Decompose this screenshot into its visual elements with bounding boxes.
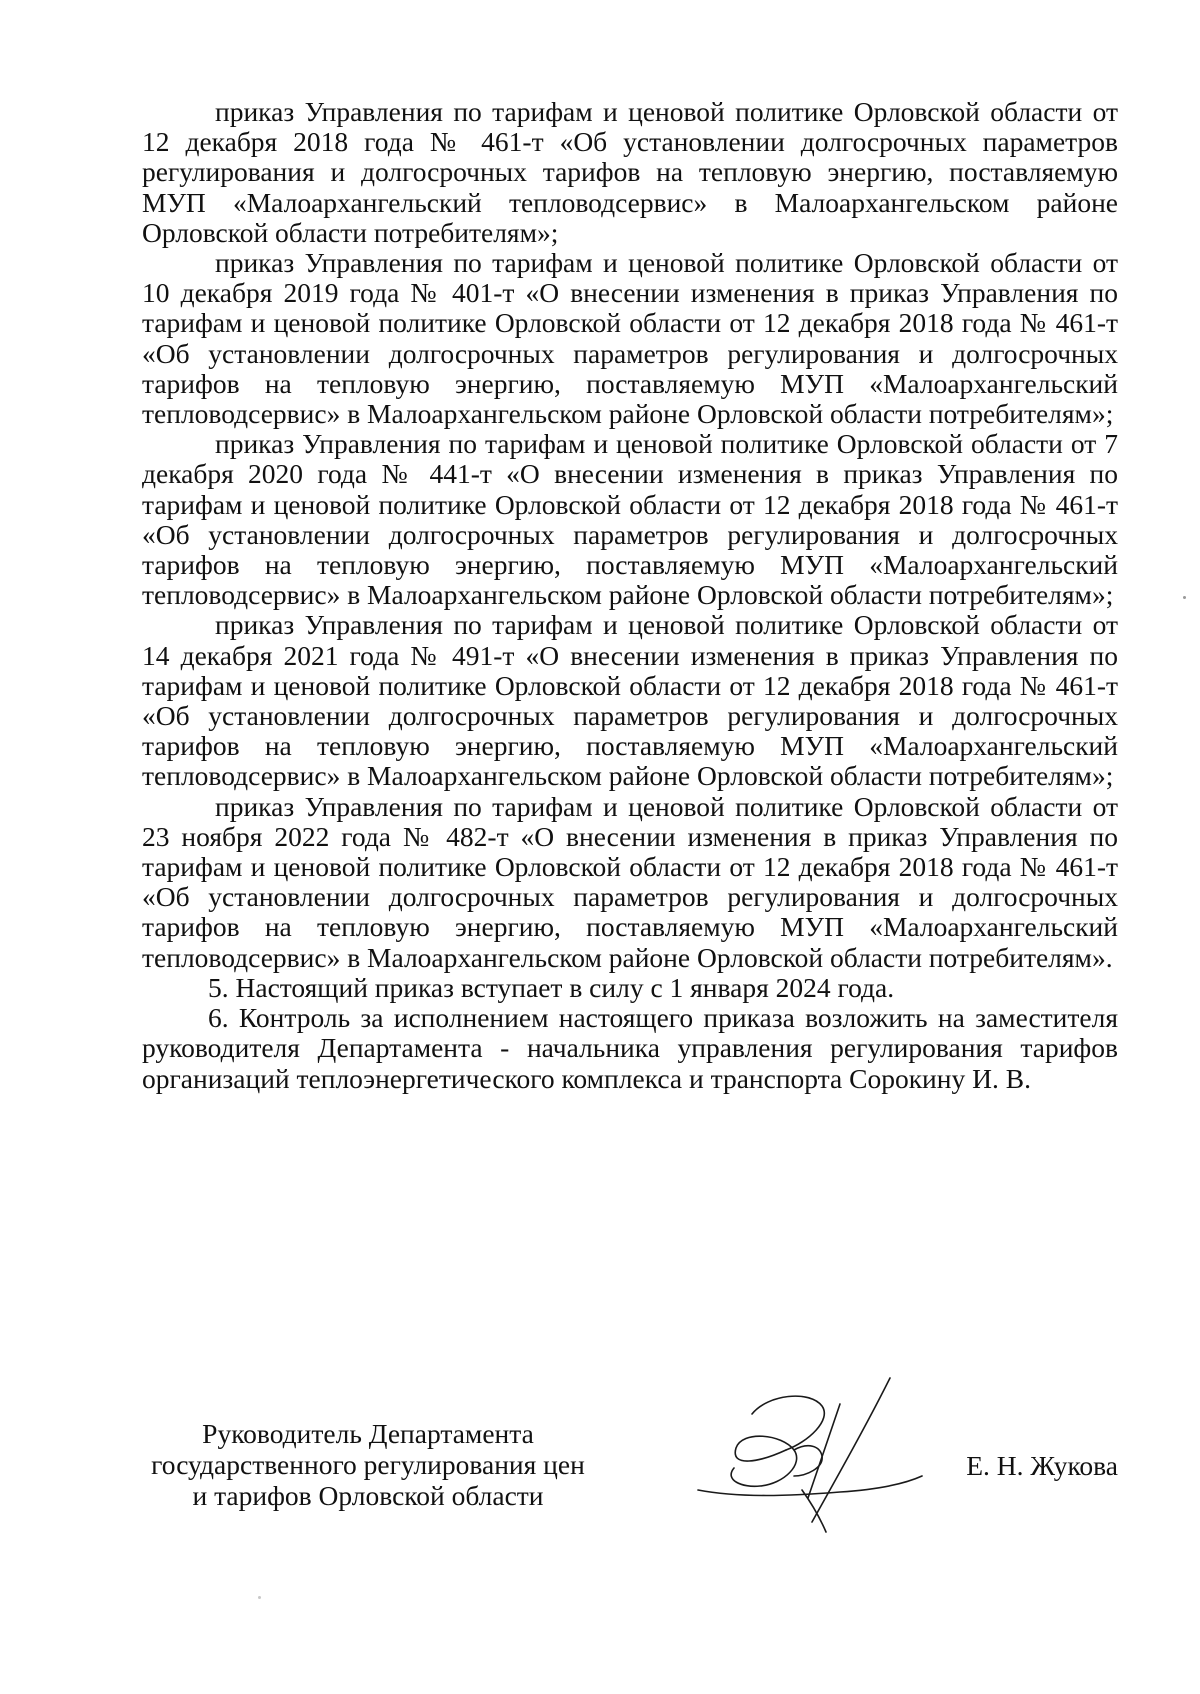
paragraph-order-2020: приказ Управления по тарифам и ценовой политике Орловской области от 7 декабря 2020 года № 441-т «О внесении изменения в приказ Управления по тарифам и ценовой политике Орловской области от 12 декабря 2018 года № 461-т «Об установлении долгосрочных параметров регулирования и долгосрочных тарифов на тепловую энергию, поставляемую МУП «Малоархангельский тепловодсервис» в Малоархангельском районе Орловской области потребителям»; — [142, 428, 1118, 611]
signatory-position-line: и тарифов Орловской области — [192, 1480, 544, 1511]
document-body — [142, 97, 1118, 1094]
signatory-position-line: государственного регулирования цен — [151, 1449, 585, 1480]
signatory-name: Е. Н. Жукова — [966, 1450, 1118, 1481]
handwritten-signature — [690, 1372, 930, 1542]
item-6-control: 6. Контроль за исполнением настоящего приказа возложить на заместителя руководителя Департамента - начальника управления регулирования тарифов организаций теплоэнергетического комплекса и транспорта Сорокину И. В. — [142, 1002, 1118, 1094]
signatory-position-line: Руководитель Департамента — [202, 1418, 534, 1449]
paragraph-order-2021: приказ Управления по тарифам и ценовой политике Орловской области от 14 декабря 2021 года № 491-т «О внесении изменения в приказ Управления по тарифам и ценовой политике Орловской области от 12 декабря 2018 года № 461-т «Об установлении долгосрочных параметров регулирования и долгосрочных тарифов на тепловую энергию, поставляемую МУП «Малоархангельский тепловодсервис» в Малоархангельском районе Орловской области потребителям»; — [142, 609, 1118, 792]
paragraph-order-2022: приказ Управления по тарифам и ценовой политике Орловской области от 23 ноября 2022 года № 482-т «О внесении изменения в приказ Управления по тарифам и ценовой политике Орловской области от 12 декабря 2018 года № 461-т «Об установлении долгосрочных параметров регулирования и долгосрочных тарифов на тепловую энергию, поставляемую МУП «Малоархангельский тепловодсервис» в Малоархангельском районе Орловской области потребителям». — [142, 790, 1118, 973]
scan-speck — [1183, 596, 1186, 599]
paragraph-order-2018: приказ Управления по тарифам и ценовой политике Орловской области от 12 декабря 2018 года № 461-т «Об установлении долгосрочных параметров регулирования и долгосрочных тарифов на тепловую энергию, поставляемую МУП «Малоархангельский тепловодсервис» в Малоархангельском районе Орловской области потребителям»; — [142, 96, 1118, 248]
paragraph-order-2019: приказ Управления по тарифам и ценовой политике Орловской области от 10 декабря 2019 года № 401-т «О внесении изменения в приказ Управления по тарифам и ценовой политике Орловской области от 12 декабря 2018 года № 461-т «Об установлении долгосрочных параметров регулирования и долгосрочных тарифов на тепловую энергию, поставляемую МУП «Малоархангельский тепловодсервис» в Малоархангельском районе Орловской области потребителям»; — [142, 247, 1118, 430]
signatory-position — [128, 1418, 608, 1511]
item-5-effective-date: 5. Настоящий приказ вступает в силу с 1 января 2024 года. — [208, 971, 895, 1003]
scan-speck — [258, 1596, 261, 1599]
